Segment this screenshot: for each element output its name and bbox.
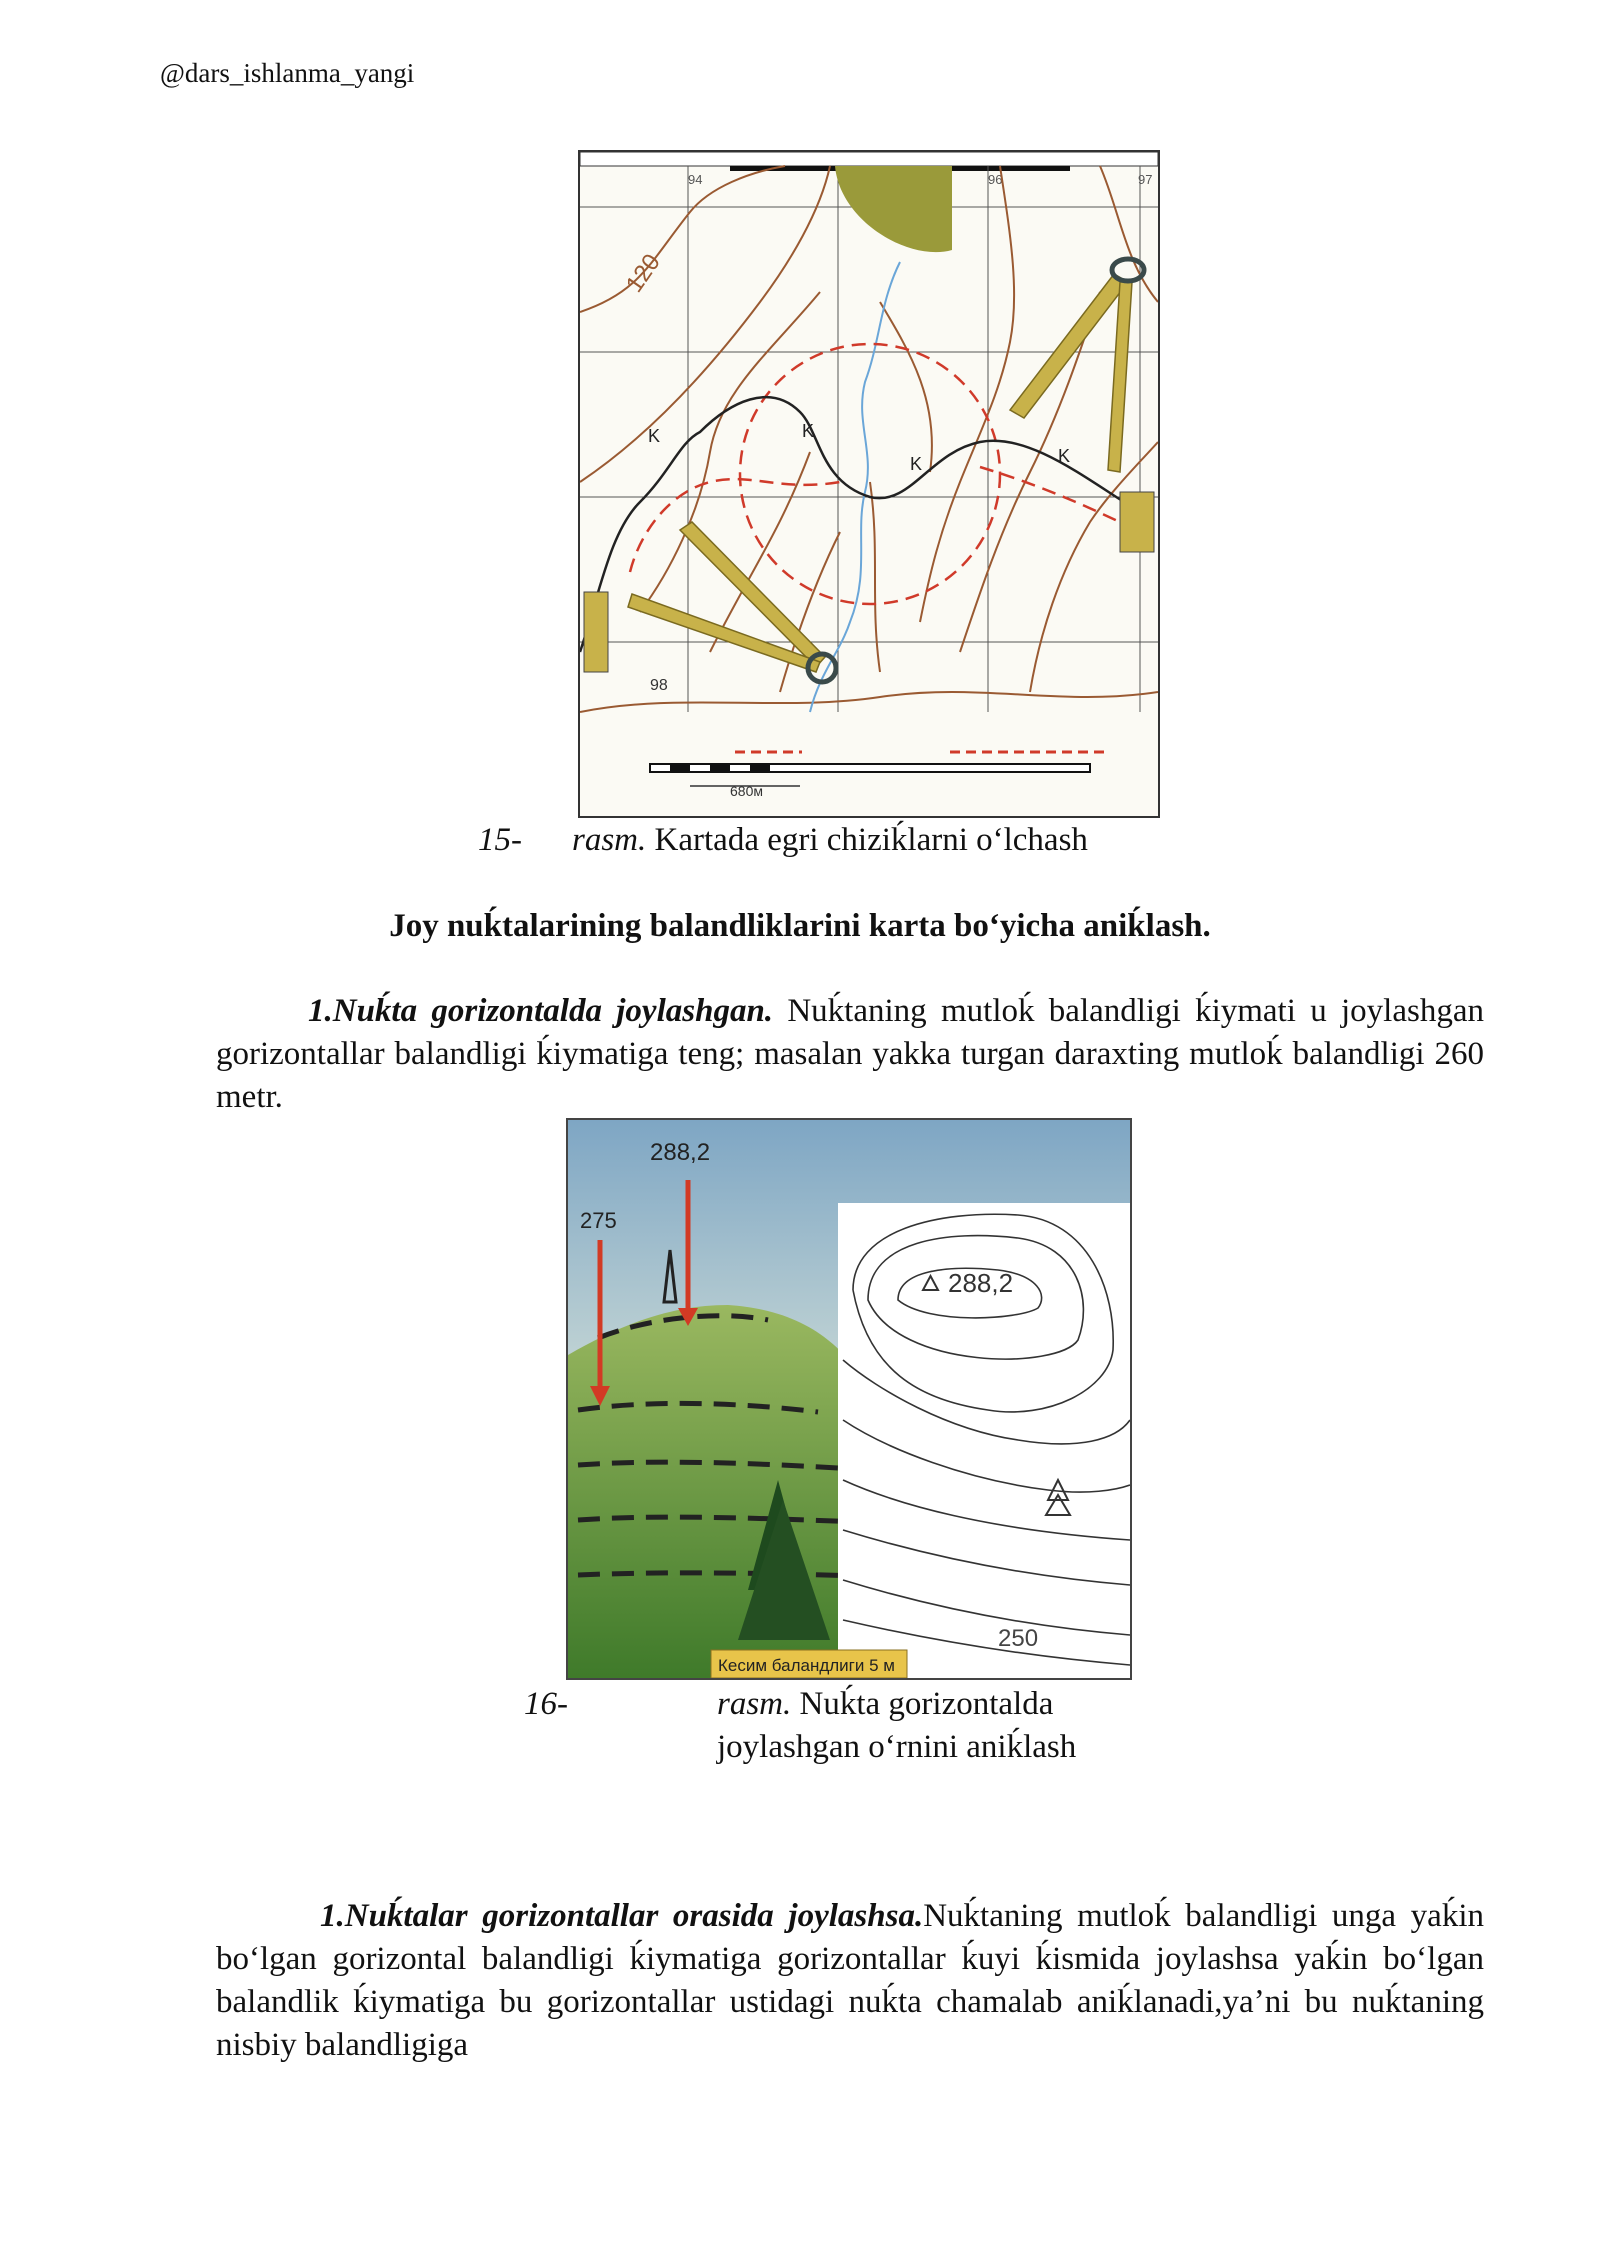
ruler-right <box>1120 492 1154 552</box>
contour-label-250: 250 <box>998 1625 1039 1652</box>
caption-word: rasm. <box>717 1686 792 1722</box>
ruler-left <box>584 592 608 672</box>
paragraph-1-text: Nuḱtaning mutloḱ balandligi ḱiymati u joylashgan gorizontallar balandligi ḱiymatiga teng; masalan yakka turgan daraxting mutloḱ balandligi 260 metr. <box>216 993 1484 1115</box>
paragraph-2-lead: 1.Nuḱtalar gorizontallar orasida joylashsa. <box>320 1898 924 1934</box>
caption-word: rasm. <box>572 822 647 858</box>
map-drawing <box>580 152 1158 816</box>
grid-label-96: 96 <box>988 172 1003 187</box>
figure-15-map <box>578 150 1160 818</box>
river <box>810 262 900 712</box>
caption-line-1: Nuḱta gorizontalda <box>799 1686 1054 1722</box>
figure-16-illustration <box>566 1118 1132 1680</box>
hill-patch <box>835 166 952 252</box>
grid-label-94: 94 <box>688 172 703 187</box>
figure-16-caption <box>717 1683 1137 1769</box>
map-label-288: 288,2 <box>948 1268 1014 1298</box>
paragraph-2 <box>216 1895 1484 2067</box>
map-label-98: 98 <box>650 677 668 694</box>
contour-lines <box>580 166 1158 712</box>
hill-drawing <box>568 1120 1130 1678</box>
caption-line-2: joylashgan oʻrnini aniḱlash <box>717 1729 1077 1765</box>
section-height-label: Кесим баландлиги 5 м <box>718 1656 895 1675</box>
figure-16-caption-number: 16- <box>524 1686 568 1722</box>
paragraph-1 <box>216 990 1484 1119</box>
caption-number: 15- <box>478 822 522 858</box>
scale-label: 680м <box>730 783 763 799</box>
figure-15-caption <box>478 822 1088 859</box>
label-288: 288,2 <box>650 1139 711 1166</box>
paragraph-2-text: Nuḱtaning mutloḱ balandligi unga yaḱin boʻlgan gorizontal balandligi ḱiymatiga gorizontallar ḱuyi ḱismida joylashsa yaḱin boʻlgan balandlik ḱiymatiga bu gorizontallar ustidagi nuḱta chamalab aniḱlanadi,yaʼni bu nuḱtaning nisbiy balandligiga <box>216 1898 1484 2063</box>
label-275: 275 <box>580 1208 617 1233</box>
section-heading: Joy nuḱtalarining balandliklarini karta boʻyicha aniḱlash. <box>389 908 1211 944</box>
curve-label-4: K <box>1058 446 1071 466</box>
curve-label-2: K <box>802 421 815 441</box>
header-watermark: @dars_ishlanma_yangi <box>160 58 415 88</box>
grid-label-97: 97 <box>1138 172 1153 187</box>
route-circle <box>740 344 1000 604</box>
paragraph-1-lead: 1.Nuḱta gorizontalda joylashgan. <box>308 993 774 1029</box>
contour-label-120: 120 <box>620 249 666 298</box>
curve-label-3: K <box>910 454 923 474</box>
caption-text: Kartada egri chiziḱlarni oʻlchash <box>654 822 1088 858</box>
curve-label-1: K <box>648 426 661 446</box>
